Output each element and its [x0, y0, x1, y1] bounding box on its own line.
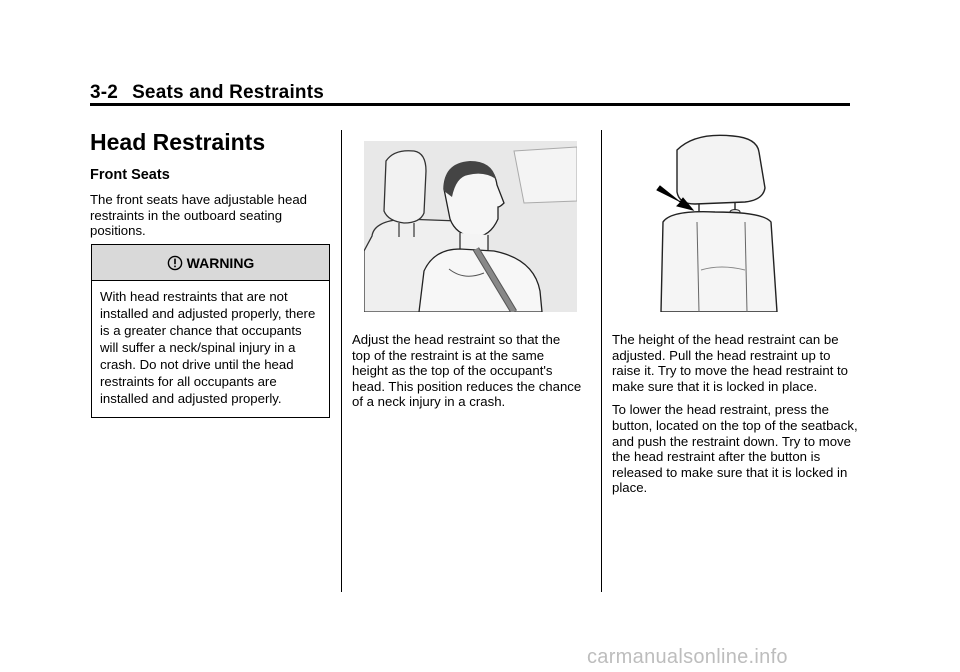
subheading: Front Seats: [90, 167, 170, 183]
header-rule: [90, 103, 850, 106]
adjust-paragraph: Adjust the head restraint so that the top of the restraint is at the same height as the top of the occupant's head. This position reduces the chance of a neck injury in a crash.: [352, 332, 582, 410]
warning-title: WARNING: [186, 254, 255, 271]
column-1: [90, 128, 330, 239]
section-title: Seats and Restraints: [132, 82, 325, 103]
watermark: carmanualsonline.info: [587, 646, 788, 668]
page-heading: Head Restraints: [90, 129, 266, 155]
warning-icon: [167, 255, 183, 271]
warning-box: [91, 244, 330, 418]
column-divider-2: [601, 130, 602, 592]
column-2: [352, 332, 582, 410]
occupant-head-restraint-illustration: [364, 141, 577, 312]
warning-text: With head restraints that are not installed and adjusted properly, there is a greater chance that occupants will suffer a neck/spinal injury in a crash. Do not drive until the head restraints for all occupants are installed and adjusted properly.: [100, 289, 316, 406]
column-3: [612, 332, 862, 504]
seat-button-illustration: [655, 130, 785, 312]
lower-paragraph: To lower the head restraint, press the button, located on the top of the seatback, and push the restraint down. Try to move the head restraint after the button is released to make sure that it is locked in place.: [612, 402, 858, 496]
column-divider-1: [341, 130, 342, 592]
page-header: [90, 82, 850, 104]
page-number: 3-2: [90, 82, 119, 103]
warning-header: [92, 245, 329, 281]
raise-paragraph: The height of the head restraint can be adjusted. Pull the head restraint up to raise it. Try to move the head restraint to make sure that it is locked in place.: [612, 332, 849, 394]
intro-paragraph: The front seats have adjustable head restraints in the outboard seating positions.: [90, 192, 308, 239]
